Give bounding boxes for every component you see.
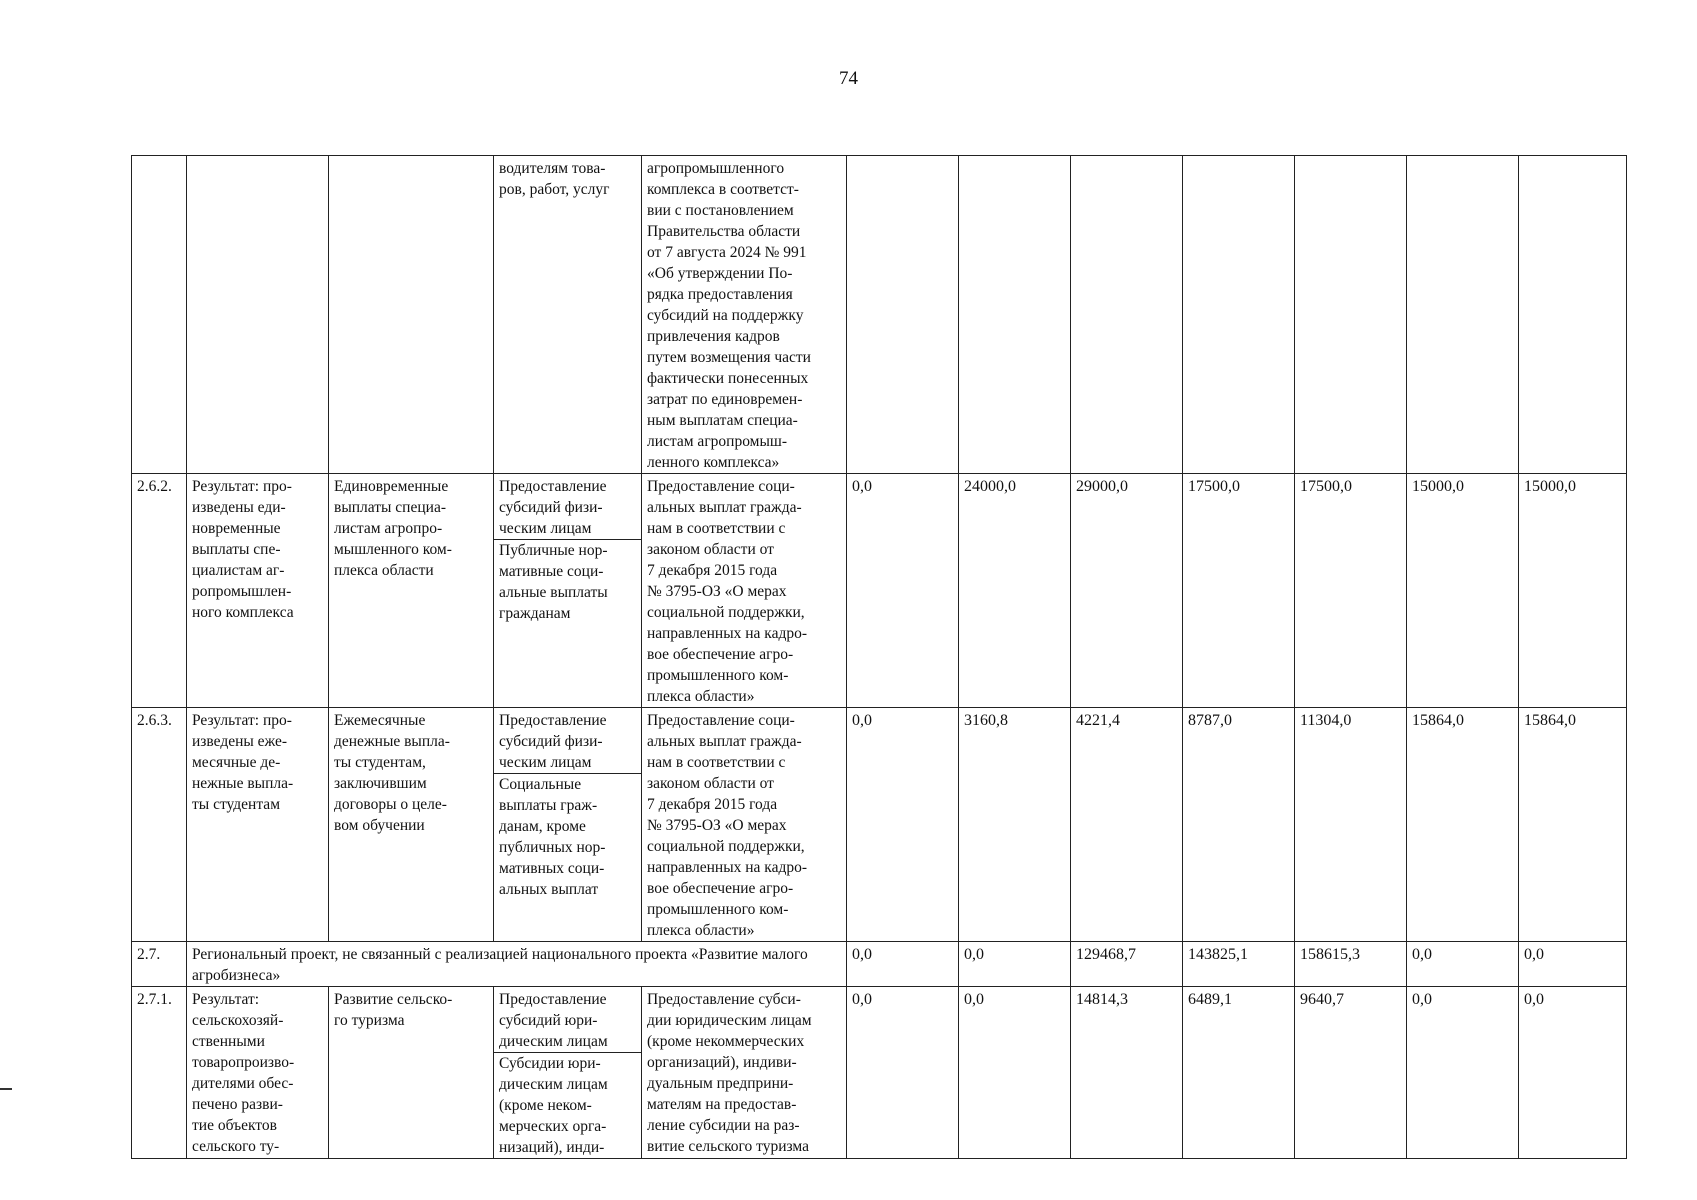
kind-cell [494,474,642,708]
value-cell: 0,0 [847,474,959,708]
value-cell: 0,0 [847,987,959,1159]
value-cell: 15000,0 [1407,474,1519,708]
kind-cell [494,708,642,942]
budget-table [131,155,1627,1159]
basis-cell: Предоставление соци- альных выплат гражда- нам в соответствии с законом области от 7 декабря 2015 года № 3795-ОЗ «О мерах социальной поддержки, направленных на кадро- вое обеспечение агро- промышленного ком- плекса области» [642,474,847,708]
event-cell: Ежемесячные денежные выпла- ты студентам, заключившим договоры о целе- вом обучении [329,708,494,942]
table-row [132,987,1627,1159]
table-row [132,942,1627,987]
kind-entry: Субсидии юри- дическим лицам (кроме неком- мерческих орга- низаций), инди- [494,1052,641,1158]
row-number [132,156,187,474]
kind-entry: Предоставление субсидий физи- ческим лицам [499,712,607,771]
kind-cell [494,987,642,1159]
value-cell: 8787,0 [1183,708,1295,942]
table-row [132,708,1627,942]
value-cell: 0,0 [959,942,1071,987]
basis-cell: Предоставление субси- дии юридическим лицам (кроме некоммерческих организаций), индиви- дуальным предприни- мателям на предостав- ление субсидии на раз- витие сельского туризма [642,987,847,1159]
table-row [132,474,1627,708]
value-cell: 0,0 [1519,942,1627,987]
value-cell [1407,156,1519,474]
value-cell: 15864,0 [1407,708,1519,942]
basis-cell: агропромышленного комплекса в соответст- вии с постановлением Правительства области от 7 августа 2024 № 991 «Об утверждении По- рядка предоставления субсидий на поддержку привлечения кадров путем возмещения части фактически понесенных затрат по единовремен- ным выплатам специа- листам агропромыш- ленного комплекса» [642,156,847,474]
row-number: 2.6.3. [132,708,187,942]
value-cell: 24000,0 [959,474,1071,708]
value-cell: 0,0 [847,708,959,942]
value-cell: 15000,0 [1519,474,1627,708]
project-title-cell: Региональный проект, не связанный с реализацией национального проекта «Развитие малого агробизнеса» [187,942,847,987]
result-cell: Результат: про- изведены еди- новременные выплаты спе- циалистам аг- ропромышлен- ного комплекса [187,474,329,708]
value-cell [959,156,1071,474]
value-cell [1071,156,1183,474]
kind-entry: Социальные выплаты граж- данам, кроме публичных нор- мативных соци- альных выплат [494,773,641,900]
value-cell: 4221,4 [1071,708,1183,942]
value-cell: 29000,0 [1071,474,1183,708]
value-cell: 17500,0 [1183,474,1295,708]
row-number: 2.7. [132,942,187,987]
result-cell [187,156,329,474]
value-cell: 6489,1 [1183,987,1295,1159]
page-number: 74 [839,68,858,89]
value-cell: 14814,3 [1071,987,1183,1159]
value-cell: 0,0 [1407,942,1519,987]
table-row [132,156,1627,474]
kind-entry: Публичные нор- мативные соци- альные выплаты гражданам [494,539,641,624]
value-cell: 9640,7 [1295,987,1407,1159]
result-cell: Результат: про- изведены еже- месячные де- нежные выпла- ты студентам [187,708,329,942]
value-cell: 0,0 [959,987,1071,1159]
kind-entry: Предоставление субсидий физи- ческим лицам [499,478,607,537]
event-cell: Развитие сельско- го туризма [329,987,494,1159]
value-cell: 0,0 [847,942,959,987]
value-cell: 129468,7 [1071,942,1183,987]
value-cell: 11304,0 [1295,708,1407,942]
value-cell [1183,156,1295,474]
value-cell: 158615,3 [1295,942,1407,987]
value-cell: 17500,0 [1295,474,1407,708]
value-cell: 143825,1 [1183,942,1295,987]
kind-cell [494,156,642,474]
row-number: 2.6.2. [132,474,187,708]
margin-mark [0,1088,12,1090]
result-cell: Результат: сельскохозяй- ственными товаропроизво- дителями обес- печено разви- тие объектов сельского ту- [187,987,329,1159]
basis-cell: Предоставление соци- альных выплат гражда- нам в соответствии с законом области от 7 декабря 2015 года № 3795-ОЗ «О мерах социальной поддержки, направленных на кадро- вое обеспечение агро- промышленного ком- плекса области» [642,708,847,942]
value-cell [1295,156,1407,474]
value-cell: 15864,0 [1519,708,1627,942]
kind-entry: водителям това- ров, работ, услуг [499,160,610,198]
value-cell [1519,156,1627,474]
kind-entry: Предоставление субсидий юри- дическим лицам [499,991,608,1050]
event-cell: Единовременные выплаты специа- листам агропро- мышленного ком- плекса области [329,474,494,708]
value-cell: 0,0 [1407,987,1519,1159]
value-cell: 3160,8 [959,708,1071,942]
event-cell [329,156,494,474]
value-cell: 0,0 [1519,987,1627,1159]
row-number: 2.7.1. [132,987,187,1159]
value-cell [847,156,959,474]
